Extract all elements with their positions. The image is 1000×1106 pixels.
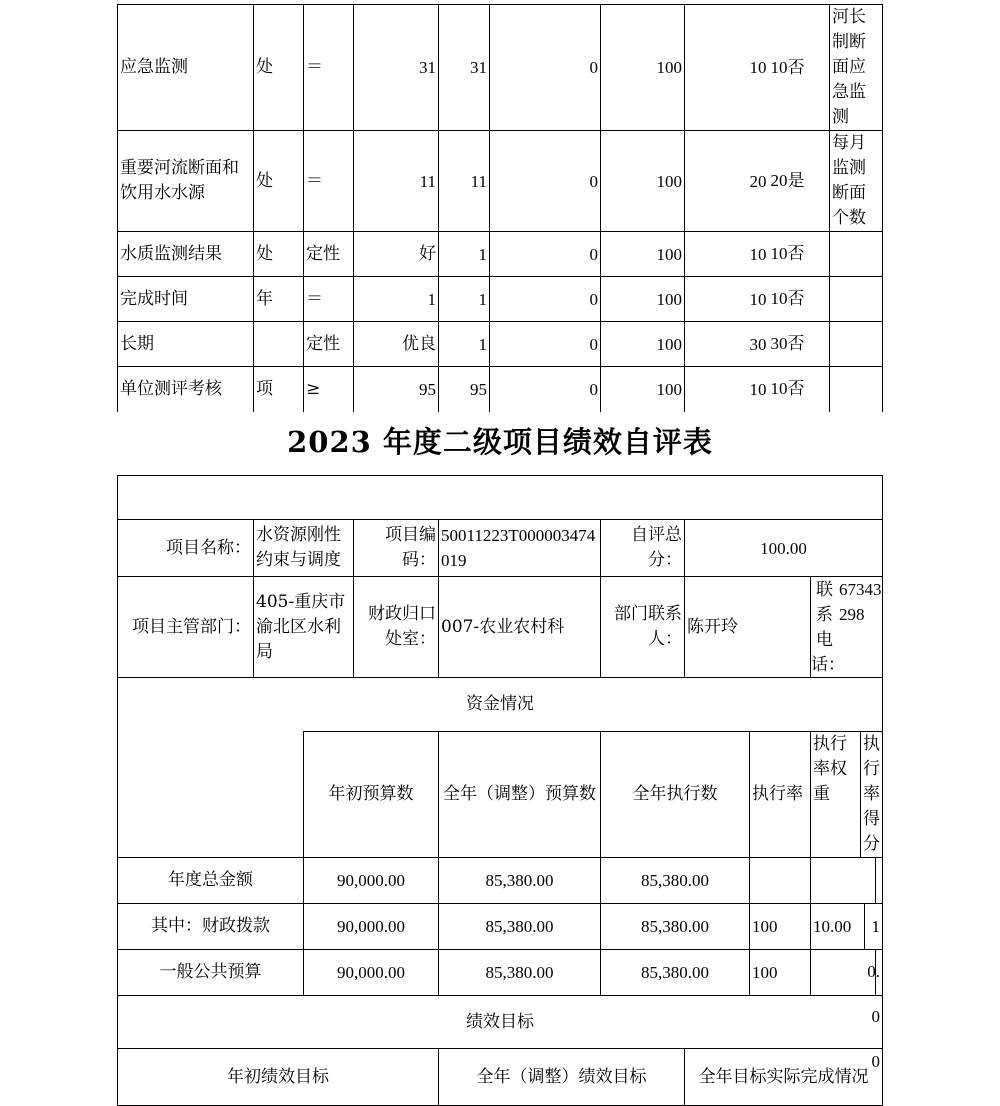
indicator-diff: 0 bbox=[490, 232, 601, 277]
funds-adjusted: 85,380.00 bbox=[439, 904, 601, 950]
indicator-name: 长期 bbox=[118, 322, 254, 367]
indicator-weight: 10 bbox=[685, 367, 769, 412]
funds-score bbox=[876, 950, 882, 995]
indicator-rate: 100 bbox=[601, 232, 685, 277]
phone-label: 联系电话： bbox=[811, 580, 845, 674]
blank-row bbox=[118, 476, 883, 520]
indicator-actual: 11 bbox=[439, 131, 490, 232]
indicator-name: 水质监测结果 bbox=[118, 232, 254, 277]
funds-header-row bbox=[118, 732, 883, 858]
project-info-row bbox=[118, 520, 883, 577]
indicator-weight: 10 bbox=[685, 232, 769, 277]
funds-executed: 85,380.00 bbox=[601, 858, 750, 904]
funds-row-label: 一般公共预算 bbox=[118, 950, 304, 996]
indicator-weight: 20 bbox=[685, 131, 769, 232]
indicator-target: 31 bbox=[354, 5, 439, 131]
funds-executed: 85,380.00 bbox=[601, 950, 750, 996]
indicator-name: 完成时间 bbox=[118, 277, 254, 322]
table-row bbox=[118, 858, 883, 904]
indicator-note bbox=[830, 322, 883, 367]
indicator-unit bbox=[254, 322, 304, 367]
indicator-key: 是 bbox=[787, 171, 805, 191]
indicator-target: 好 bbox=[354, 232, 439, 277]
indicator-diff: 0 bbox=[490, 322, 601, 367]
indicator-actual: 95 bbox=[439, 367, 490, 412]
indicator-key: 否 bbox=[787, 334, 805, 354]
funds-weight-score bbox=[811, 950, 883, 996]
dept-label: 项目主管部门： bbox=[118, 577, 254, 678]
indicator-operator: ＝ bbox=[304, 277, 354, 322]
indicator-score: 10 bbox=[770, 379, 788, 399]
indicator-score-key bbox=[769, 232, 830, 277]
indicator-score: 10 bbox=[770, 57, 788, 77]
indicator-unit: 处 bbox=[254, 131, 304, 232]
goals-section-title: 绩效目标 bbox=[118, 996, 883, 1049]
indicator-actual: 1 bbox=[439, 277, 490, 322]
funds-header-rate: 执行率 bbox=[750, 732, 811, 858]
goals-col-adjusted: 全年（调整）绩效目标 bbox=[439, 1049, 685, 1106]
indicator-unit: 处 bbox=[254, 232, 304, 277]
indicator-rate: 100 bbox=[601, 5, 685, 131]
indicator-operator: ＝ bbox=[304, 131, 354, 232]
funds-weight: 10.00 bbox=[811, 904, 865, 949]
indicator-score-key bbox=[769, 5, 830, 131]
table-row bbox=[118, 232, 883, 277]
goals-header-row bbox=[118, 1049, 883, 1106]
indicator-unit: 项 bbox=[254, 367, 304, 412]
funds-row-label: 其中：财政拨款 bbox=[118, 904, 304, 950]
funds-header-weight: 执行率权重 bbox=[811, 732, 861, 857]
project-table bbox=[117, 475, 883, 1106]
indicator-weight: 30 bbox=[685, 322, 769, 367]
indicator-table bbox=[117, 4, 883, 412]
funds-rate bbox=[750, 858, 811, 904]
indicator-score-key bbox=[769, 322, 830, 367]
indicator-diff: 0 bbox=[490, 367, 601, 412]
project-name-label: 项目名称： bbox=[118, 520, 254, 577]
indicator-diff: 0 bbox=[490, 131, 601, 232]
contact-value: 陈开玲 bbox=[685, 577, 811, 678]
table-row bbox=[118, 131, 883, 232]
indicator-score-key bbox=[769, 277, 830, 322]
indicator-weight: 10 bbox=[685, 277, 769, 322]
funds-header-initial: 年初预算数 bbox=[304, 732, 439, 858]
indicator-note bbox=[830, 367, 883, 412]
indicator-rate: 100 bbox=[601, 322, 685, 367]
indicator-name: 重要河流断面和饮用水水源 bbox=[118, 131, 254, 232]
indicator-operator: ＝ bbox=[304, 5, 354, 131]
funds-score: 10.00 bbox=[867, 917, 880, 1071]
funds-adjusted: 85,380.00 bbox=[439, 950, 601, 996]
indicator-actual: 1 bbox=[439, 322, 490, 367]
project-code-label: 项目编码： bbox=[354, 520, 439, 577]
dept-value: 405-重庆市渝北区水利局 bbox=[254, 577, 354, 678]
goals-col-initial: 年初绩效目标 bbox=[118, 1049, 439, 1106]
funds-initial: 90,000.00 bbox=[304, 858, 439, 904]
funds-header-adjusted: 全年（调整）预算数 bbox=[439, 732, 601, 858]
funds-section-title: 资金情况 bbox=[118, 678, 883, 732]
self-score: 100.00 bbox=[685, 520, 883, 577]
project-dept-row bbox=[118, 577, 883, 678]
office-label: 财政归口处室： bbox=[354, 577, 439, 678]
funds-initial: 90,000.00 bbox=[304, 950, 439, 996]
project-code: 50011223T000003474019 bbox=[439, 520, 601, 577]
indicator-score: 30 bbox=[770, 334, 788, 353]
indicator-score: 10 bbox=[770, 244, 788, 263]
table-row bbox=[118, 950, 883, 996]
indicator-weight: 10 bbox=[685, 5, 769, 131]
indicator-note bbox=[830, 232, 883, 277]
indicator-note bbox=[830, 277, 883, 322]
funds-weight-score bbox=[811, 904, 883, 1071]
indicator-rate: 100 bbox=[601, 277, 685, 322]
phone-cell bbox=[811, 577, 883, 678]
indicator-note: 每月监测断面个数 bbox=[830, 131, 883, 232]
office-value: 007-农业农村科 bbox=[439, 577, 601, 678]
indicator-actual: 31 bbox=[439, 5, 490, 131]
indicator-key: 否 bbox=[787, 289, 805, 309]
indicator-score-key bbox=[769, 131, 830, 232]
table-row bbox=[118, 322, 883, 367]
table-row bbox=[118, 904, 883, 950]
indicator-diff: 0 bbox=[490, 5, 601, 131]
funds-weight bbox=[811, 858, 876, 903]
page-title: 2023 年度二级项目绩效自评表 bbox=[287, 425, 713, 459]
indicator-operator: 定性 bbox=[304, 232, 354, 277]
indicator-actual: 1 bbox=[439, 232, 490, 277]
funds-weight bbox=[811, 950, 876, 995]
phone-value: 67343298 bbox=[839, 580, 882, 624]
funds-executed: 85,380.00 bbox=[601, 904, 750, 950]
indicator-rate: 100 bbox=[601, 367, 685, 412]
table-row bbox=[118, 367, 883, 412]
funds-rate: 100 bbox=[750, 950, 811, 996]
contact-label: 部门联系人： bbox=[601, 577, 685, 678]
indicator-target: 11 bbox=[354, 131, 439, 232]
indicator-unit: 年 bbox=[254, 277, 304, 322]
indicator-unit: 处 bbox=[254, 5, 304, 131]
indicator-name: 应急监测 bbox=[118, 5, 254, 131]
funds-score bbox=[876, 858, 882, 903]
indicator-key: 否 bbox=[787, 57, 805, 78]
table-row bbox=[118, 277, 883, 322]
table-row bbox=[118, 5, 883, 131]
indicator-rate: 100 bbox=[601, 131, 685, 232]
indicator-diff: 0 bbox=[490, 277, 601, 322]
funds-section-row bbox=[118, 678, 883, 732]
indicator-note: 河长制断面应急监测 bbox=[830, 5, 883, 131]
funds-header-executed: 全年执行数 bbox=[601, 732, 750, 858]
funds-row-label: 年度总金额 bbox=[118, 858, 304, 904]
funds-rate: 100 bbox=[750, 904, 811, 950]
indicator-target: 优良 bbox=[354, 322, 439, 367]
indicator-score: 10 bbox=[770, 289, 788, 308]
funds-header-weight-score bbox=[811, 732, 883, 858]
goals-section-row bbox=[118, 996, 883, 1049]
goals-col-actual: 全年目标实际完成情况 bbox=[685, 1049, 883, 1106]
indicator-key: 否 bbox=[787, 379, 805, 400]
indicator-operator: ≥ bbox=[304, 367, 354, 412]
indicator-score-key bbox=[769, 367, 830, 412]
funds-adjusted: 85,380.00 bbox=[439, 858, 601, 904]
project-name: 水资源刚性约束与调度 bbox=[254, 520, 354, 577]
funds-header-blank bbox=[118, 732, 304, 858]
self-score-label: 自评总分： bbox=[601, 520, 685, 577]
indicator-operator: 定性 bbox=[304, 322, 354, 367]
indicator-name: 单位测评考核 bbox=[118, 367, 254, 412]
indicator-score: 20 bbox=[770, 171, 788, 190]
indicator-key: 否 bbox=[787, 244, 805, 264]
indicator-target: 95 bbox=[354, 367, 439, 412]
funds-initial: 90,000.00 bbox=[304, 904, 439, 950]
funds-header-score: 执行率得分 bbox=[863, 734, 880, 854]
funds-weight-score bbox=[811, 858, 883, 904]
indicator-target: 1 bbox=[354, 277, 439, 322]
